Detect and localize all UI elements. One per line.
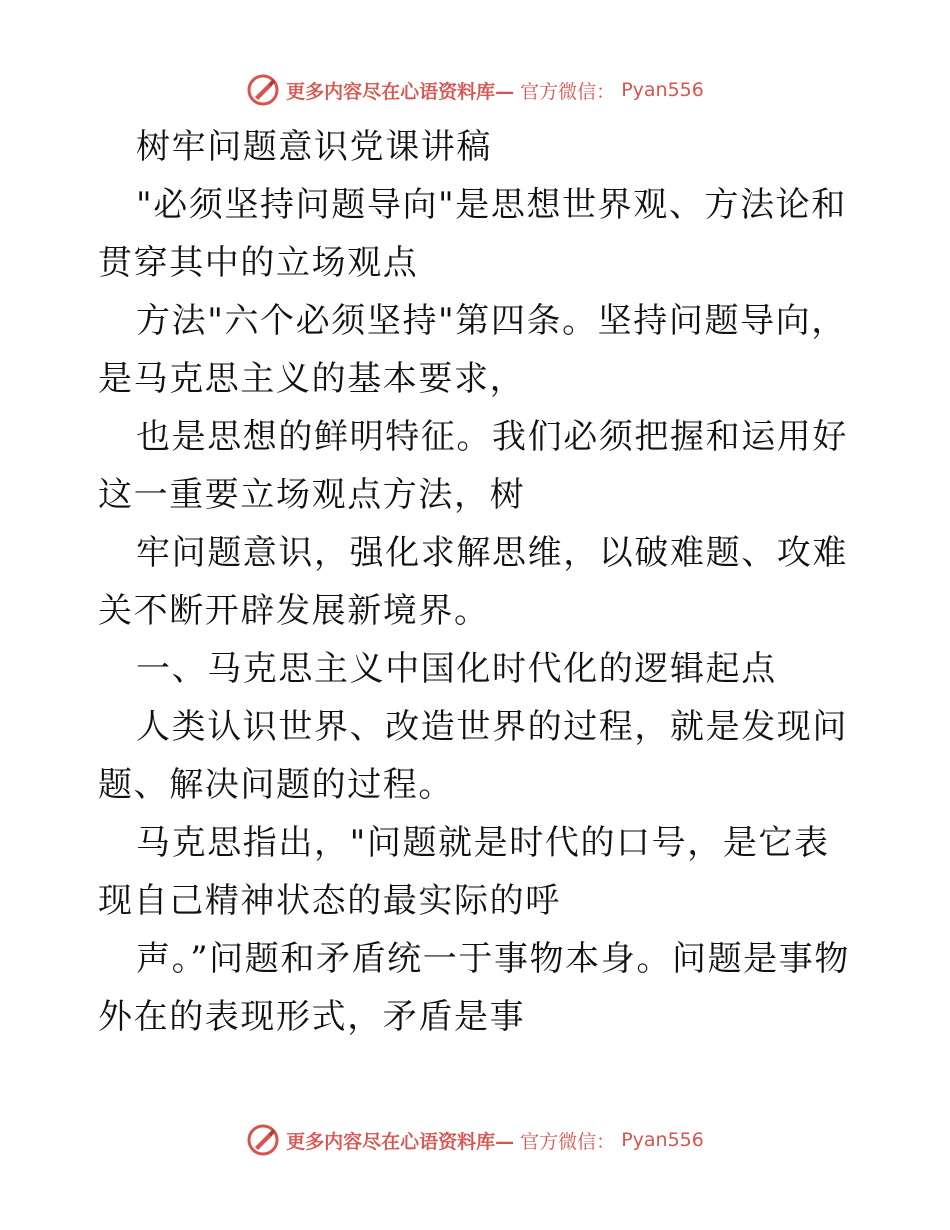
banner-contact-label: 官方微信： [520,80,616,103]
paragraph: 声。”问题和矛盾统一于事物本身。问题是事物外在的表现形式，矛盾是事 [98,939,850,1037]
document-body [98,118,858,1046]
red-circle-pen-logo-icon [246,73,280,107]
paragraph: 人类认识世界、改造世界的过程，就是发现问题、解决问题的过程。 [98,707,848,805]
banner-contact-value: Pyan556 [621,1129,704,1151]
section-heading: 一、马克思主义中国化时代化的逻辑起点 [136,649,777,689]
banner-text: 更多内容尽在心语资料库— [286,1130,515,1153]
banner-contact-label: 官方微信： [520,1130,616,1153]
paragraph: 牢问题意识，强化求解思维，以破难题、攻难关不断开辟发展新境界。 [98,533,848,631]
paragraph: 也是思想的鲜明特征。我们必须把握和运用好这一重要立场观点方法，树 [98,417,848,515]
paragraph-title: 树牢问题意识党课讲稿 [136,127,492,167]
header-banner [0,70,950,110]
footer-banner [0,1120,950,1160]
banner-text: 更多内容尽在心语资料库— [286,80,515,103]
banner-contact-value: Pyan556 [621,79,704,101]
paragraph: 方法"六个必须坚持"第四条。坚持问题导向，是马克思主义的基本要求， [98,301,847,399]
paragraph: 马克思指出，"问题就是时代的口号，是它表现自己精神状态的最实际的呼 [98,823,830,921]
paragraph: "必须坚持问题导向"是思想世界观、方法论和贯穿其中的立场观点 [98,185,847,283]
red-circle-pen-logo-icon [246,1123,280,1157]
